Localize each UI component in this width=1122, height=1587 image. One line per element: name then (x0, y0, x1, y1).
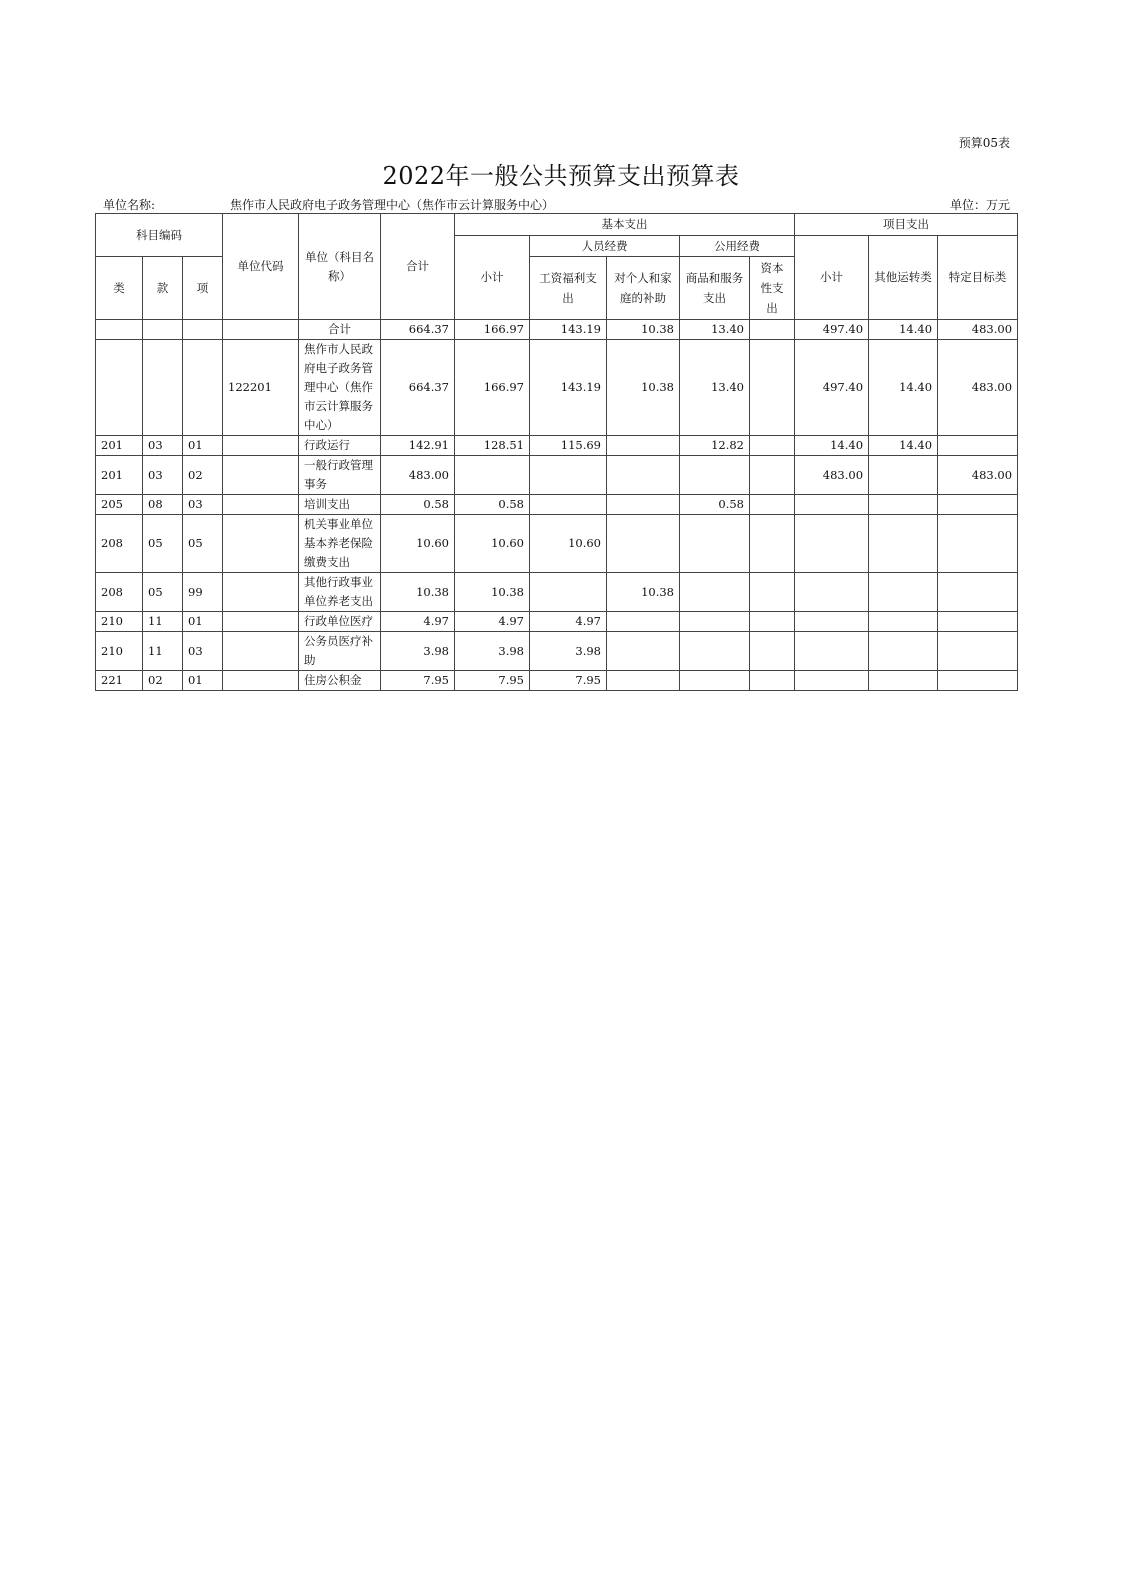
cell-specific-target: 483.00 (938, 456, 1018, 495)
cell-goods-services (680, 671, 750, 691)
cell-kuan: 08 (143, 495, 183, 515)
cell-goods-services (680, 515, 750, 573)
cell-capital (750, 632, 795, 671)
cell-family-subsidy: 10.38 (607, 573, 680, 612)
cell-other-operation (869, 456, 938, 495)
table-row (96, 320, 1018, 340)
cell-subject-name: 焦作市人民政府电子政务管理中心（焦作市云计算服务中心） (299, 340, 381, 436)
cell-project-subtotal: 14.40 (795, 436, 869, 456)
header-basic-expenditure: 基本支出 (455, 214, 795, 236)
cell-family-subsidy (607, 671, 680, 691)
cell-capital (750, 612, 795, 632)
cell-lei: 221 (96, 671, 143, 691)
cell-basic-subtotal: 3.98 (455, 632, 530, 671)
cell-capital (750, 456, 795, 495)
cell-basic-subtotal: 7.95 (455, 671, 530, 691)
cell-family-subsidy (607, 436, 680, 456)
header-wages-welfare: 工资福利支出 (530, 257, 607, 320)
cell-goods-services: 13.40 (680, 320, 750, 340)
table-row (96, 340, 1018, 436)
cell-capital (750, 515, 795, 573)
cell-xiang: 01 (183, 671, 223, 691)
cell-unit-code (223, 632, 299, 671)
cell-xiang (183, 320, 223, 340)
header-other-operation: 其他运转类 (869, 236, 938, 320)
cell-lei (96, 340, 143, 436)
cell-specific-target: 483.00 (938, 340, 1018, 436)
budget-table (95, 213, 1018, 691)
cell-subject-name: 行政单位医疗 (299, 612, 381, 632)
cell-subject-name: 其他行政事业单位养老支出 (299, 573, 381, 612)
header-unit-subject-name: 单位（科目名称） (299, 214, 381, 320)
cell-capital (750, 671, 795, 691)
cell-wages: 7.95 (530, 671, 607, 691)
cell-xiang: 99 (183, 573, 223, 612)
cell-other-operation: 14.40 (869, 436, 938, 456)
cell-basic-subtotal: 10.60 (455, 515, 530, 573)
table-row (96, 573, 1018, 612)
cell-family-subsidy: 10.38 (607, 320, 680, 340)
cell-total: 0.58 (381, 495, 455, 515)
cell-family-subsidy (607, 495, 680, 515)
cell-specific-target (938, 573, 1018, 612)
cell-project-subtotal (795, 632, 869, 671)
table-row (96, 671, 1018, 691)
cell-family-subsidy (607, 456, 680, 495)
unit-name-value: 焦作市人民政府电子政务管理中心（焦作市云计算服务中心） (230, 198, 555, 212)
cell-lei (96, 320, 143, 340)
form-number: 预算05表 (958, 136, 1010, 150)
cell-family-subsidy: 10.38 (607, 340, 680, 436)
cell-basic-subtotal: 166.97 (455, 340, 530, 436)
cell-wages: 3.98 (530, 632, 607, 671)
cell-total: 664.37 (381, 320, 455, 340)
cell-capital (750, 436, 795, 456)
cell-unit-code (223, 612, 299, 632)
cell-capital (750, 495, 795, 515)
header-total: 合计 (381, 214, 455, 320)
cell-basic-subtotal: 10.38 (455, 573, 530, 612)
table-row (96, 612, 1018, 632)
cell-kuan: 03 (143, 436, 183, 456)
cell-total: 7.95 (381, 671, 455, 691)
header-unit-code: 单位代码 (223, 214, 299, 320)
cell-project-subtotal (795, 671, 869, 691)
cell-capital (750, 320, 795, 340)
cell-total: 664.37 (381, 340, 455, 436)
header-public-funds: 公用经费 (680, 236, 795, 257)
header-goods-services: 商品和服务支出 (680, 257, 750, 320)
cell-family-subsidy (607, 515, 680, 573)
cell-total: 4.97 (381, 612, 455, 632)
cell-basic-subtotal: 128.51 (455, 436, 530, 456)
cell-unit-code (223, 436, 299, 456)
cell-family-subsidy (607, 612, 680, 632)
cell-total: 483.00 (381, 456, 455, 495)
cell-kuan: 05 (143, 515, 183, 573)
cell-specific-target (938, 436, 1018, 456)
cell-unit-code (223, 573, 299, 612)
cell-unit-code (223, 671, 299, 691)
cell-subject-name: 住房公积金 (299, 671, 381, 691)
cell-project-subtotal: 483.00 (795, 456, 869, 495)
header-basic-subtotal: 小计 (455, 236, 530, 320)
table-row (96, 456, 1018, 495)
header-personnel-funds: 人员经费 (530, 236, 680, 257)
table-row (96, 632, 1018, 671)
cell-wages (530, 456, 607, 495)
cell-project-subtotal (795, 515, 869, 573)
cell-unit-code: 122201 (223, 340, 299, 436)
cell-total: 3.98 (381, 632, 455, 671)
cell-goods-services (680, 456, 750, 495)
header-subject-code: 科目编码 (96, 214, 223, 257)
cell-kuan: 05 (143, 573, 183, 612)
cell-project-subtotal (795, 612, 869, 632)
cell-xiang: 01 (183, 436, 223, 456)
header-specific-target: 特定目标类 (938, 236, 1018, 320)
cell-specific-target (938, 495, 1018, 515)
cell-subject-name: 合计 (299, 320, 381, 340)
cell-lei: 208 (96, 573, 143, 612)
cell-other-operation (869, 671, 938, 691)
cell-unit-code (223, 456, 299, 495)
cell-lei: 210 (96, 612, 143, 632)
table-row (96, 515, 1018, 573)
money-unit: 单位：万元 (949, 198, 1010, 212)
table-row (96, 436, 1018, 456)
cell-family-subsidy (607, 632, 680, 671)
cell-kuan (143, 320, 183, 340)
cell-kuan: 03 (143, 456, 183, 495)
cell-specific-target: 483.00 (938, 320, 1018, 340)
table-header (96, 214, 1018, 320)
cell-other-operation: 14.40 (869, 340, 938, 436)
cell-xiang: 03 (183, 495, 223, 515)
cell-xiang: 03 (183, 632, 223, 671)
cell-goods-services: 13.40 (680, 340, 750, 436)
cell-other-operation (869, 495, 938, 515)
header-project-subtotal: 小计 (795, 236, 869, 320)
cell-wages: 143.19 (530, 320, 607, 340)
cell-unit-code (223, 320, 299, 340)
cell-wages: 4.97 (530, 612, 607, 632)
cell-basic-subtotal (455, 456, 530, 495)
cell-wages: 143.19 (530, 340, 607, 436)
cell-wages (530, 573, 607, 612)
cell-specific-target (938, 632, 1018, 671)
cell-unit-code (223, 495, 299, 515)
cell-wages: 115.69 (530, 436, 607, 456)
cell-capital (750, 573, 795, 612)
cell-project-subtotal: 497.40 (795, 340, 869, 436)
header-capital: 资本性支出 (750, 257, 795, 320)
cell-basic-subtotal: 0.58 (455, 495, 530, 515)
cell-total: 10.60 (381, 515, 455, 573)
cell-subject-name: 培训支出 (299, 495, 381, 515)
cell-subject-name: 公务员医疗补助 (299, 632, 381, 671)
header-family-subsidy: 对个人和家庭的补助 (607, 257, 680, 320)
unit-name-label: 单位名称: (103, 198, 156, 212)
cell-lei: 210 (96, 632, 143, 671)
cell-specific-target (938, 671, 1018, 691)
header-kuan: 款 (143, 257, 183, 320)
table-body (96, 320, 1018, 691)
cell-specific-target (938, 612, 1018, 632)
cell-goods-services (680, 632, 750, 671)
cell-other-operation (869, 515, 938, 573)
cell-xiang (183, 340, 223, 436)
cell-kuan: 11 (143, 632, 183, 671)
cell-wages (530, 495, 607, 515)
cell-wages: 10.60 (530, 515, 607, 573)
cell-unit-code (223, 515, 299, 573)
cell-goods-services: 12.82 (680, 436, 750, 456)
header-project-expenditure: 项目支出 (795, 214, 1018, 236)
cell-specific-target (938, 515, 1018, 573)
cell-xiang: 05 (183, 515, 223, 573)
cell-xiang: 02 (183, 456, 223, 495)
page-title: 2022年一般公共预算支出预算表 (382, 162, 740, 190)
cell-other-operation (869, 632, 938, 671)
cell-total: 10.38 (381, 573, 455, 612)
cell-basic-subtotal: 166.97 (455, 320, 530, 340)
header-xiang: 项 (183, 257, 223, 320)
cell-goods-services: 0.58 (680, 495, 750, 515)
cell-total: 142.91 (381, 436, 455, 456)
cell-lei: 201 (96, 456, 143, 495)
cell-kuan: 02 (143, 671, 183, 691)
cell-capital (750, 340, 795, 436)
cell-xiang: 01 (183, 612, 223, 632)
cell-lei: 205 (96, 495, 143, 515)
cell-subject-name: 一般行政管理事务 (299, 456, 381, 495)
cell-lei: 208 (96, 515, 143, 573)
cell-other-operation (869, 573, 938, 612)
cell-other-operation: 14.40 (869, 320, 938, 340)
cell-subject-name: 机关事业单位基本养老保险缴费支出 (299, 515, 381, 573)
cell-kuan: 11 (143, 612, 183, 632)
cell-lei: 201 (96, 436, 143, 456)
cell-other-operation (869, 612, 938, 632)
table-row (96, 495, 1018, 515)
cell-goods-services (680, 573, 750, 612)
header-lei: 类 (96, 257, 143, 320)
cell-project-subtotal (795, 495, 869, 515)
cell-subject-name: 行政运行 (299, 436, 381, 456)
cell-goods-services (680, 612, 750, 632)
cell-kuan (143, 340, 183, 436)
cell-basic-subtotal: 4.97 (455, 612, 530, 632)
cell-project-subtotal (795, 573, 869, 612)
cell-project-subtotal: 497.40 (795, 320, 869, 340)
